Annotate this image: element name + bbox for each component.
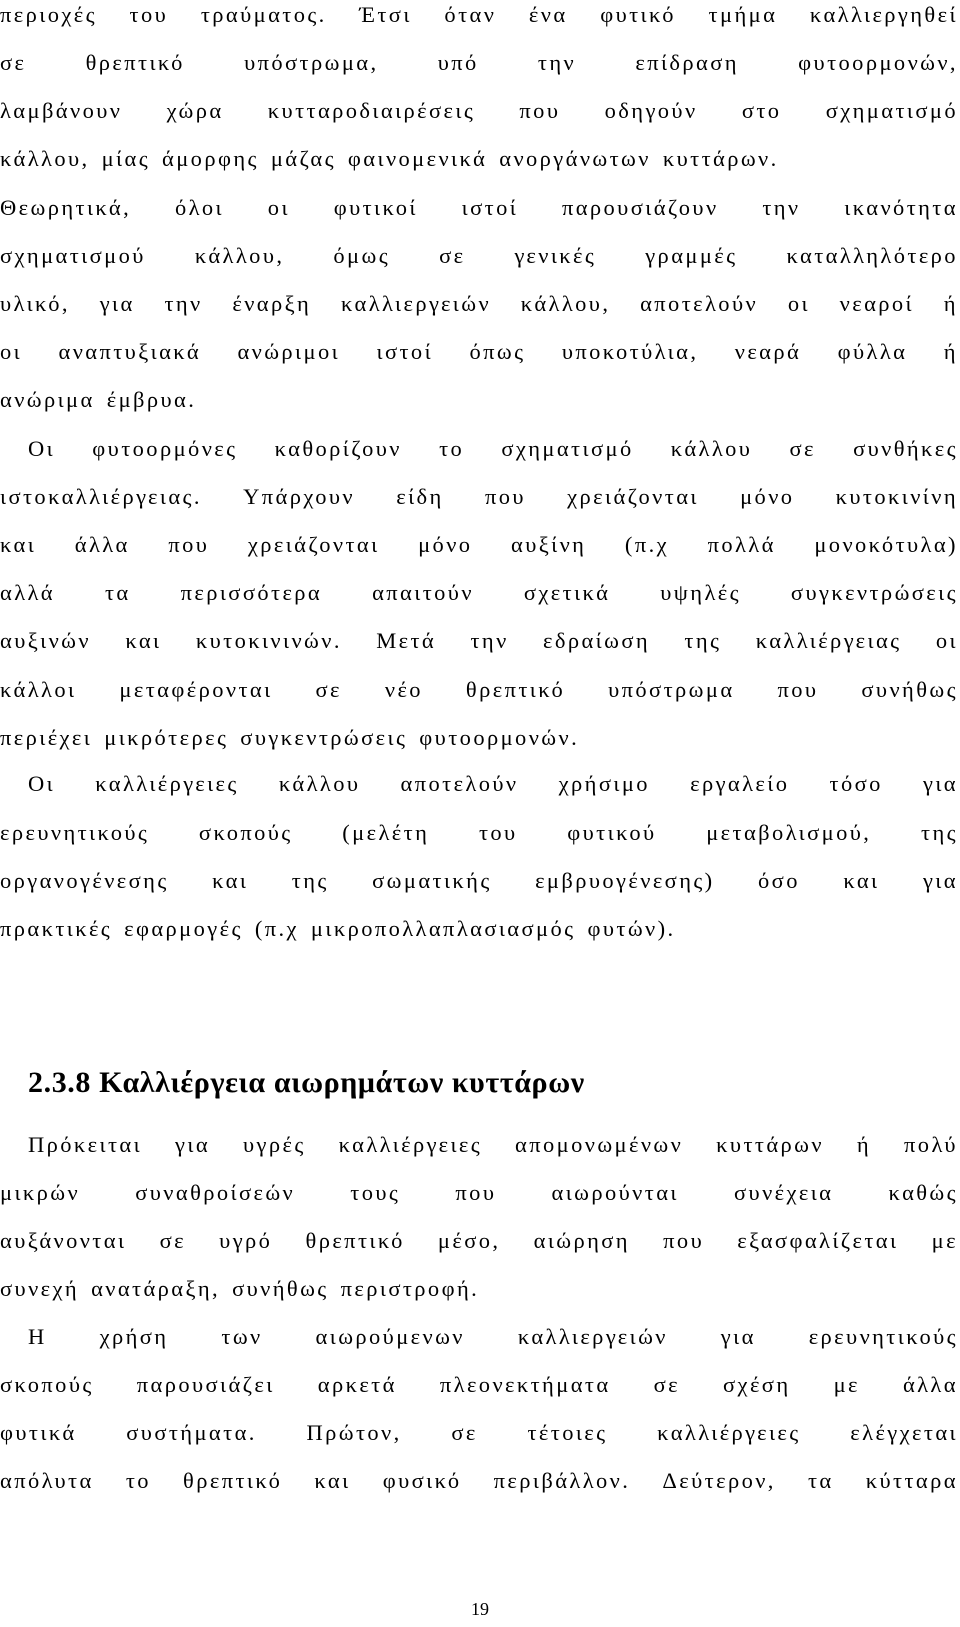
text-line: ιστοκαλλιέργειας. Υπάρχουν είδη που χρειάζονται μόνο κυτοκινίνη (0, 484, 958, 509)
text-line: Οι καλλιέργειες κάλλου αποτελούν χρήσιμο εργαλείο τόσο για (28, 771, 958, 796)
text-line: σχηματισμού κάλλου, όμως σε γενικές γραμμές καταλληλότερο (0, 243, 958, 268)
text-line: αλλά τα περισσότερα απαιτούν σχετικά υψηλές συγκεντρώσεις (0, 580, 958, 605)
text-line: υλικό, για την έναρξη καλλιεργειών κάλλου, αποτελούν οι νεαροί ή (0, 291, 958, 316)
text-line: σε θρεπτικό υπόστρωμα, υπό την επίδραση φυτοορμονών, (0, 50, 958, 75)
text-line: Πρόκειται για υγρές καλλιέργειες απομονωμένων κυττάρων ή πολύ (28, 1132, 958, 1157)
text-line: απόλυτα το θρεπτικό και φυσικό περιβάλλον. Δεύτερον, τα κύτταρα (0, 1468, 958, 1493)
text-line: συνεχή ανατάραξη, συνήθως περιστροφή. (0, 1276, 480, 1301)
text-line: οι αναπτυξιακά ανώριμοι ιστοί όπως υποκοτύλια, νεαρά φύλλα ή (0, 339, 958, 364)
text-line: Η χρήση των αιωρούμενων καλλιεργειών για ερευνητικούς (28, 1324, 958, 1349)
text-line: μικρών συναθροίσεών τους που αιωρούνται συνέχεια καθώς (0, 1180, 958, 1205)
page-number: 19 (471, 1599, 489, 1619)
text-line: κάλλοι μεταφέρονται σε νέο θρεπτικό υπόστρωμα που συνήθως (0, 677, 958, 702)
text-line: σκοπούς παρουσιάζει αρκετά πλεονεκτήματα σε σχέση με άλλα (0, 1372, 958, 1397)
text-line: φυτικά συστήματα. Πρώτον, σε τέτοιες καλλιέργειες ελέγχεται (0, 1420, 958, 1445)
text-line: περιοχές του τραύματος. Έτσι όταν ένα φυτικό τμήμα καλλιεργηθεί (0, 2, 958, 27)
text-line: ανώριμα έμβρυα. (0, 387, 197, 412)
text-line: Οι φυτοορμόνες καθορίζουν το σχηματισμό κάλλου σε συνθήκες (28, 436, 958, 461)
text-line: κάλλου, μίας άμορφης μάζας φαινομενικά ανοργάνωτων κυττάρων. (0, 146, 779, 171)
text-line: Θεωρητικά, όλοι οι φυτικοί ιστοί παρουσιάζουν την ικανότητα (0, 195, 958, 220)
section-heading: 2.3.8 Καλλιέργεια αιωρημάτων κυττάρων (28, 1066, 585, 1099)
text-line: αυξάνονται σε υγρό θρεπτικό μέσο, αιώρηση που εξασφαλίζεται με (0, 1228, 958, 1253)
text-line: πρακτικές εφαρμογές (π.χ μικροπολλαπλασιασμός φυτών). (0, 916, 676, 941)
text-line: λαμβάνουν χώρα κυτταροδιαιρέσεις που οδηγούν στο σχηματισμό (0, 98, 958, 123)
text-line: περιέχει μικρότερες συγκεντρώσεις φυτοορμονών. (0, 725, 580, 750)
text-line: και άλλα που χρειάζονται μόνο αυξίνη (π.χ πολλά μονοκότυλα) (0, 532, 958, 557)
text-line: αυξινών και κυτοκινινών. Μετά την εδραίωση της καλλιέργειας οι (0, 628, 958, 653)
text-line: ερευνητικούς σκοπούς (μελέτη του φυτικού μεταβολισμού, της (0, 820, 958, 845)
text-line: οργανογένεσης και της σωματικής εμβρυογένεσης) όσο και για (0, 868, 958, 893)
